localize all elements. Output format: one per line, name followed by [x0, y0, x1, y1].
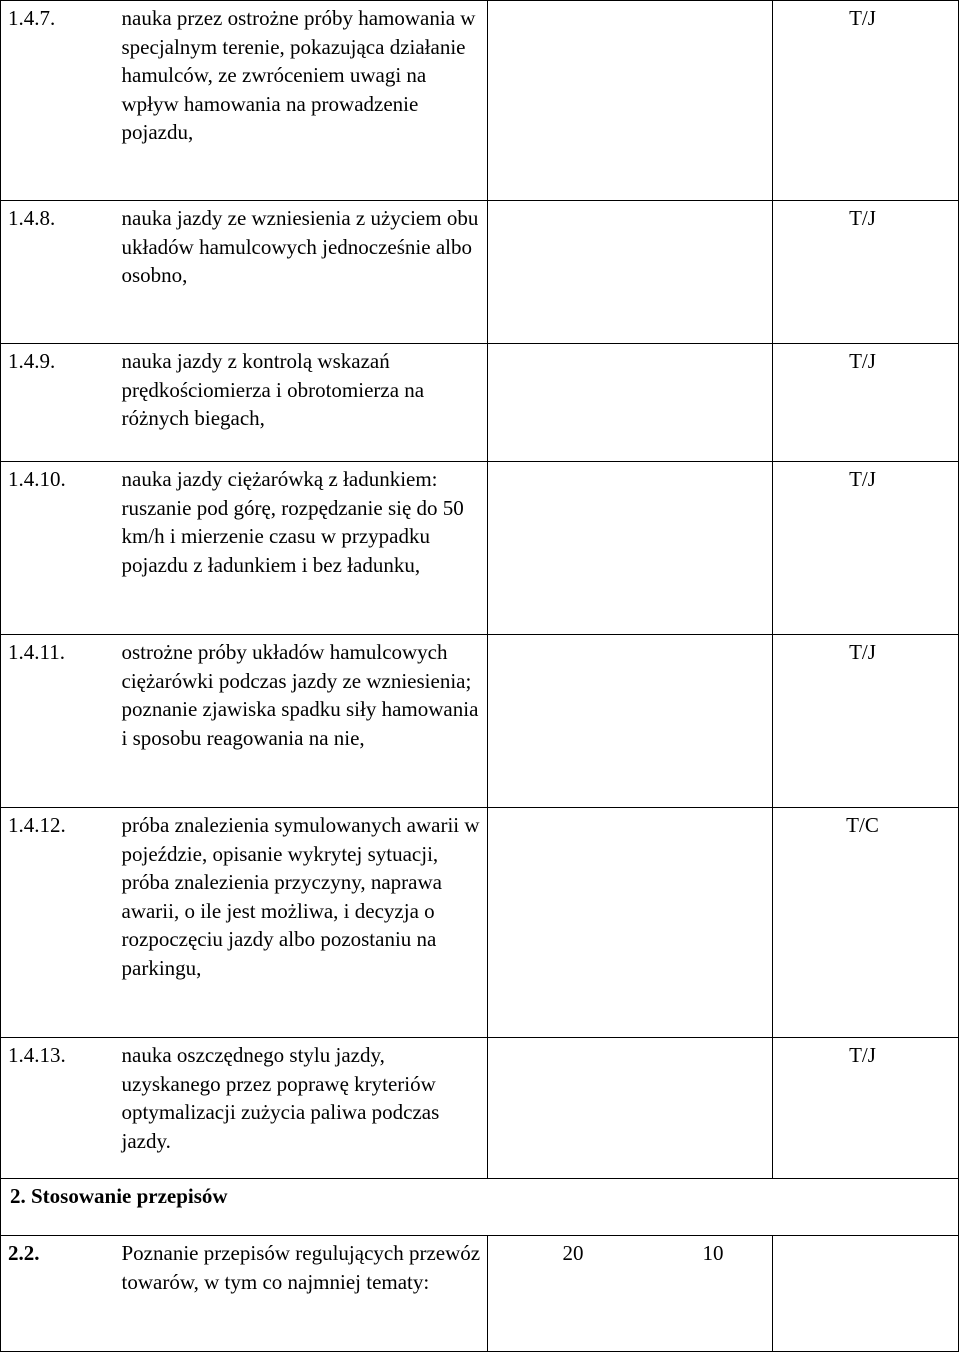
- row-mark: T/J: [773, 344, 959, 462]
- table-row: [1, 201, 959, 344]
- hours-cell: [488, 344, 773, 462]
- table-row: [1, 344, 959, 462]
- row-description: nauka jazdy z kontrolą wskazań prędkościomierza i obrotomierza na różnych biegach,: [116, 344, 488, 462]
- row-mark: T/J: [773, 1038, 959, 1179]
- hours-cell: [488, 462, 773, 635]
- row-mark: T/J: [773, 1, 959, 201]
- row-description: nauka przez ostrożne próby hamowania w specjalnym terenie, pokazująca działanie hamulców, ze zwróceniem uwagi na wpływ hamowania na prowadzenie pojazdu,: [116, 1, 488, 201]
- row-description: próba znalezienia symulowanych awarii w pojeździe, opisanie wykrytej sytuacji, próba znalezienia przyczyny, naprawa awarii, o ile jest możliwa, i decyzja o rozpoczęciu jazdy albo pozostaniu na parkingu,: [116, 808, 488, 1038]
- row-description: ostrożne próby układów hamulcowych ciężarówki podczas jazdy ze wzniesienia; poznanie zjawiska spadku siły hamowania i sposobu reagowania na nie,: [116, 635, 488, 808]
- hours-cell: [488, 1, 773, 201]
- row-description: nauka jazdy ciężarówką z ładunkiem: ruszanie pod górę, rozpędzanie się do 50 km/h i mierzenie czasu w przypadku pojazdu z ładunkiem i bez ładunku,: [116, 462, 488, 635]
- section-row: [1, 1179, 959, 1236]
- item-number: 2.2.: [1, 1236, 116, 1352]
- table-row: [1, 635, 959, 808]
- row-number: 1.4.9.: [1, 344, 116, 462]
- row-mark: T/C: [773, 808, 959, 1038]
- section-heading: 2. Stosowanie przepisów: [1, 1179, 959, 1236]
- hours-cell: [488, 201, 773, 344]
- row-description: nauka oszczędnego stylu jazdy, uzyskanego przez poprawę kryteriów optymalizacji zużycia paliwa podczas jazdy.: [116, 1038, 488, 1179]
- table-row: [1, 808, 959, 1038]
- hours-cell: [488, 808, 773, 1038]
- row-number: 1.4.10.: [1, 462, 116, 635]
- item-description: Poznanie przepisów regulujących przewóz towarów, w tym co najmniej tematy:: [116, 1236, 488, 1352]
- row-number: 1.4.11.: [1, 635, 116, 808]
- hours-cell: [488, 635, 773, 808]
- hours-cell: [488, 1236, 773, 1352]
- table-row: [1, 1, 959, 201]
- row-number: 1.4.8.: [1, 201, 116, 344]
- row-number: 1.4.13.: [1, 1038, 116, 1179]
- mark-cell: [773, 1236, 959, 1352]
- hours-theory: 20: [562, 1241, 584, 1265]
- hours-cell: [488, 1038, 773, 1179]
- table-row: [1, 1038, 959, 1179]
- table-row: [1, 1236, 959, 1352]
- row-number: 1.4.12.: [1, 808, 116, 1038]
- hours-practice: 10: [702, 1241, 724, 1265]
- row-mark: T/J: [773, 201, 959, 344]
- row-mark: T/J: [773, 462, 959, 635]
- row-number: 1.4.7.: [1, 1, 116, 201]
- row-description: nauka jazdy ze wzniesienia z użyciem obu układów hamulcowych jednocześnie albo osobno,: [116, 201, 488, 344]
- table-row: [1, 462, 959, 635]
- row-mark: T/J: [773, 635, 959, 808]
